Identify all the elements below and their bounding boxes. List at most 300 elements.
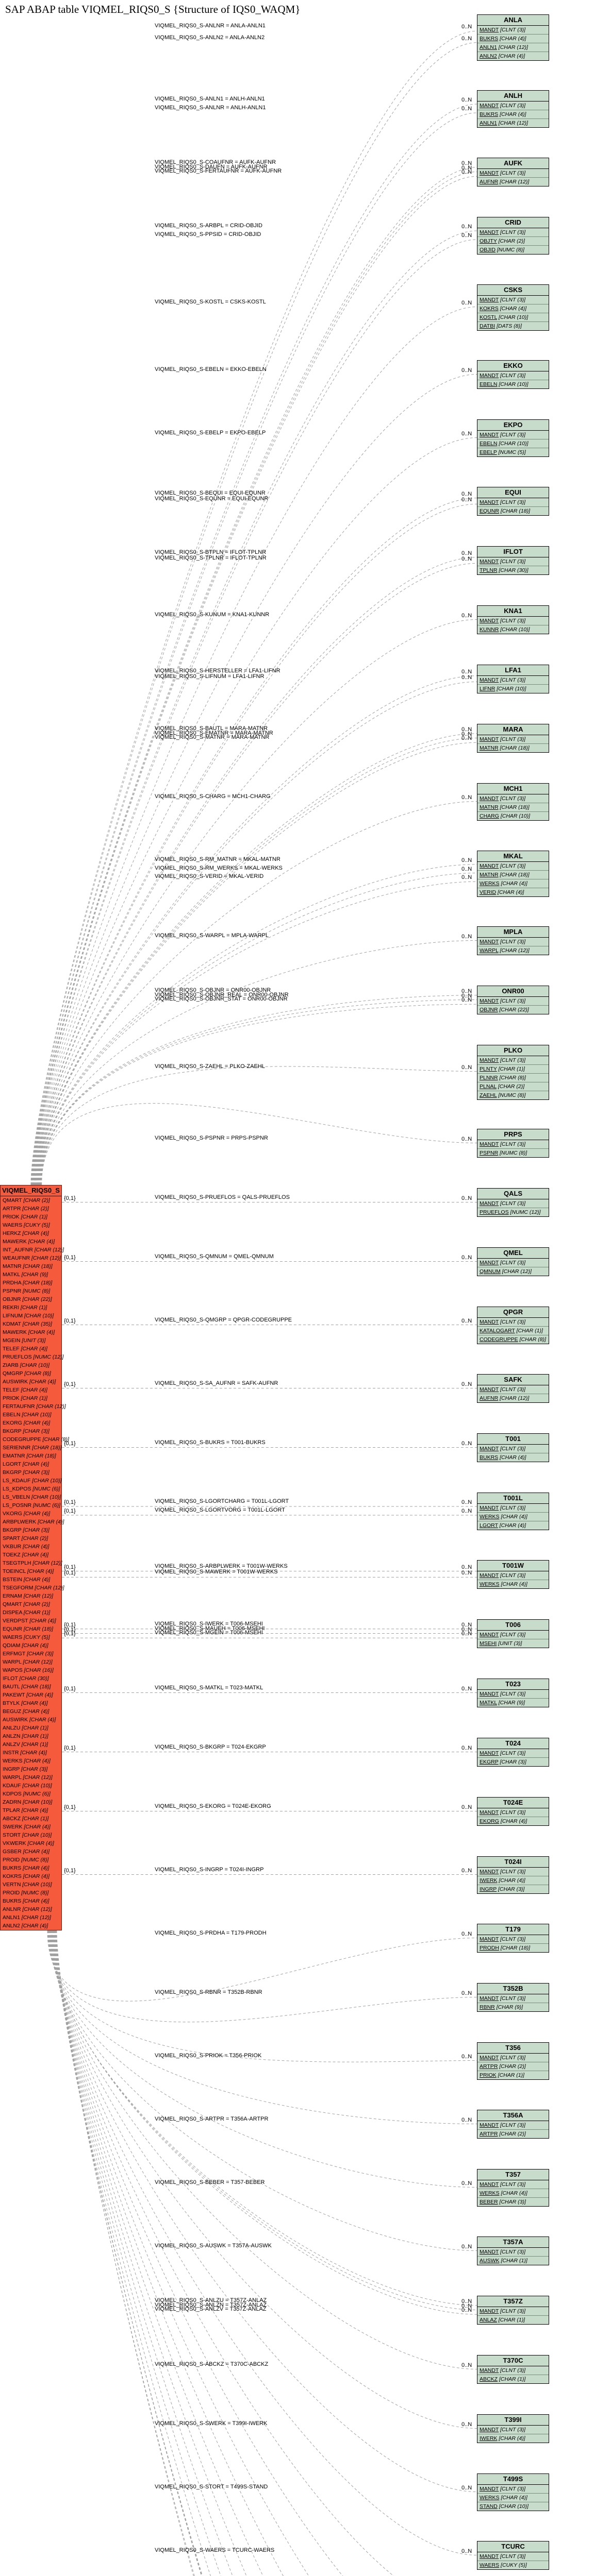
- field-type: [CHAR (9)]: [496, 2004, 523, 2010]
- table-plko: [477, 1045, 549, 1100]
- field-name: WAERS: [3, 1634, 23, 1640]
- field-type: [CHAR (4)]: [501, 2190, 527, 2196]
- relationship-label: VIQMEL_RIQS0_S-MAUEH = T006-MSEHI: [155, 1625, 265, 1632]
- table-field: [477, 566, 549, 574]
- field-name: MANDT: [480, 1750, 499, 1756]
- table-field: [477, 1935, 549, 1944]
- field-name: BSTEIN: [3, 1577, 22, 1583]
- field-name: TPLNR: [480, 567, 498, 573]
- relationship-line: [52, 1930, 477, 2576]
- table-field: [1, 1213, 61, 1221]
- field-type: [CHAR (4)]: [501, 1581, 527, 1587]
- field-name: MANDT: [480, 2486, 499, 2492]
- table-field: [1, 1699, 61, 1707]
- field-type: [CHAR (4)]: [21, 1807, 48, 1814]
- relationship-label: VIQMEL_RIQS0_S-MATNR = MARA-MATNR: [155, 734, 270, 741]
- table-field: [1, 1369, 61, 1378]
- relationship-line: [56, 1930, 477, 2576]
- field-type: [CHAR (4)]: [27, 1840, 54, 1846]
- field-name: INSTR: [3, 1750, 19, 1756]
- field-name: GSBER: [3, 1849, 22, 1855]
- table-field: [1, 1411, 61, 1419]
- table-crid: [477, 217, 549, 255]
- table-field: [477, 439, 549, 448]
- relationship-line: [53, 1930, 477, 2576]
- field-name: WERKS: [480, 1581, 500, 1587]
- field-name: WARPL: [480, 947, 499, 954]
- table-header: ANLA: [477, 15, 549, 26]
- table-csks: [477, 284, 549, 331]
- field-name: VKWERK: [3, 1840, 26, 1846]
- table-field: [1, 1592, 61, 1600]
- relationship-line: [42, 1104, 477, 1185]
- field-type: [CHAR (18)]: [500, 508, 531, 514]
- field-type: [CLNT (3)]: [500, 432, 526, 438]
- field-name: TELEF: [3, 1387, 20, 1393]
- table-field: [477, 2003, 549, 2011]
- relationship-line: [31, 31, 477, 1185]
- table-field: [477, 1758, 549, 1766]
- table-field: [477, 43, 549, 52]
- field-type: [CLNT (3)]: [500, 1260, 526, 1266]
- relationship-label: VIQMEL_RIQS0_S-BEBER = T357-BEBER: [155, 2179, 265, 2185]
- table-field: [477, 2561, 549, 2569]
- relationship-label: VIQMEL_RIQS0_S-CHARG = MCH1-CHARG: [155, 793, 271, 800]
- field-name: QMNUM: [480, 1268, 501, 1275]
- table-header: VIQMEL_RIQS0_S: [1, 1185, 61, 1196]
- relationship-label: VIQMEL_RIQS0_S-PPSID = CRID-OBJID: [155, 231, 261, 238]
- table-header: LFA1: [477, 665, 549, 676]
- field-type: [NUMC (6)]: [32, 1486, 60, 1492]
- field-name: WAPOS: [3, 1667, 23, 1673]
- field-type: [CHAR (2)]: [23, 1197, 50, 1204]
- table-field: [1, 1633, 61, 1641]
- cardinality-label: 0..N: [461, 2548, 472, 2554]
- field-type: [CLNT (3)]: [500, 170, 526, 176]
- relationship-label: VIQMEL_RIQS0_S-SA_AUFNR = SAFK-AUFNR: [155, 1380, 278, 1386]
- table-field: [1, 1889, 61, 1897]
- field-type: [CHAR (12)]: [502, 1268, 532, 1275]
- field-name: RBNR: [480, 2004, 495, 2010]
- table-t356: [477, 2042, 549, 2080]
- table-header: T179: [477, 1924, 549, 1935]
- field-name: QDIAM: [3, 1642, 21, 1649]
- relationship-label: VIQMEL_RIQS0_S-ABCKZ = T370C-ABCKZ: [155, 2361, 269, 2367]
- table-field: [1, 1757, 61, 1765]
- table-field: [477, 803, 549, 812]
- field-type: [CHAR (18)]: [23, 1263, 53, 1269]
- table-field: [477, 304, 549, 313]
- field-type: [CHAR (18)]: [26, 1453, 56, 1459]
- relationship-label: VIQMEL_RIQS0_S-HERSTELLER = LFA1-LIFNR: [155, 667, 280, 674]
- table-field: [477, 380, 549, 388]
- table-field: [1, 1798, 61, 1806]
- table-t001l: [477, 1493, 549, 1530]
- field-type: [CHAR (3)]: [21, 1766, 48, 1772]
- table-field: [477, 2485, 549, 2494]
- table-field: [477, 246, 549, 254]
- field-name: ABCKZ: [3, 1816, 21, 1822]
- table-field: [1, 1534, 61, 1543]
- field-name: MANDT: [480, 998, 499, 1004]
- field-name: KOKRS: [3, 1873, 22, 1879]
- relationship-line: [53, 1930, 477, 2576]
- field-name: MANDT: [480, 1386, 499, 1393]
- table-field: [1, 1246, 64, 1254]
- table-field: [477, 617, 549, 625]
- field-type: [CHAR (4)]: [23, 1511, 51, 1517]
- field-type: [CLNT (3)]: [500, 1200, 526, 1207]
- relationship-line: [41, 1004, 477, 1185]
- table-field: [477, 1580, 549, 1588]
- relationship-label: VIQMEL_RIQS0_S-ARBPLWERK = T001W-WERKS: [155, 1563, 288, 1569]
- field-name: MANDT: [480, 2122, 499, 2128]
- table-t023: [477, 1679, 549, 1707]
- table-field: [477, 178, 549, 186]
- field-name: MANDT: [480, 1995, 499, 2002]
- table-header: T006: [477, 1620, 549, 1631]
- field-name: EBELP: [480, 449, 497, 455]
- table-field: [1, 1575, 61, 1584]
- field-type: [CHAR (8)]: [519, 1336, 546, 1343]
- table-field: [477, 735, 549, 744]
- field-type: [CHAR (4)]: [29, 1379, 56, 1385]
- cardinality-label: 0..N: [461, 1804, 472, 1810]
- table-field: [477, 35, 549, 43]
- table-field: [1, 1666, 61, 1674]
- field-name: PAKEWT: [3, 1692, 25, 1698]
- field-name: BUKRS: [480, 111, 499, 117]
- field-type: [CHAR (4)]: [23, 1708, 50, 1715]
- field-type: [CHAR (1)]: [22, 1816, 49, 1822]
- table-tcurc: [477, 2541, 549, 2570]
- field-type: [CHAR (10)]: [22, 1832, 52, 1838]
- table-field: [477, 1208, 549, 1216]
- field-type: [CHAR (4)]: [29, 1618, 56, 1624]
- field-type: [CLNT (3)]: [500, 103, 526, 109]
- field-type: [CHAR (2)]: [23, 1601, 50, 1607]
- field-type: [CHAR (4)]: [24, 1758, 51, 1764]
- field-type: [CLNT (3)]: [500, 1995, 526, 2002]
- field-name: WAERS: [480, 2562, 500, 2568]
- field-type: [CLNT (3)]: [500, 558, 526, 565]
- field-type: [CHAR (12)]: [498, 120, 528, 126]
- field-name: PLNAL: [480, 1083, 497, 1090]
- field-type: [CHAR (12)]: [500, 179, 530, 185]
- table-field: [477, 946, 549, 955]
- field-name: WEAUFNR: [3, 1255, 30, 1261]
- table-t357z: [477, 2296, 549, 2325]
- table-field: [477, 1994, 549, 2003]
- field-type: [CLNT (3)]: [500, 1446, 526, 1452]
- field-type: [CHAR (16)]: [24, 1667, 54, 1673]
- relationship-line: [48, 1930, 477, 2124]
- field-type: [UNIT (3)]: [22, 1337, 46, 1344]
- table-viqmel_riqs0_s: [0, 1185, 69, 1930]
- table-header: T357A: [477, 2237, 549, 2248]
- relationship-label: VIQMEL_RIQS0_S-ANLZN = T357Z-ANLAZ: [155, 2301, 267, 2308]
- cardinality-label: 0..N: [461, 490, 472, 497]
- field-type: [CHAR (12)]: [35, 1585, 64, 1591]
- field-name: MATKL: [480, 1700, 497, 1706]
- table-field: [477, 862, 549, 871]
- relationship-label: VIQMEL_RIQS0_S-QMNUM = QMEL-QMNUM: [155, 1253, 274, 1260]
- field-name: ERNAM: [3, 1593, 22, 1599]
- table-mch1: [477, 783, 549, 821]
- table-t352b: [477, 1983, 549, 2012]
- field-name: INGRP: [480, 1886, 497, 1892]
- table-header: T023: [477, 1679, 549, 1690]
- cardinality-label: 0..N: [461, 988, 472, 994]
- field-type: [CLNT (3)]: [500, 677, 526, 683]
- table-field: [477, 2426, 549, 2434]
- field-type: [NUMC (8)]: [498, 1092, 526, 1098]
- field-type: [CHAR (4)]: [27, 1568, 54, 1574]
- field-name: LIFNUM: [3, 1313, 23, 1319]
- cardinality-label: 0..N: [461, 794, 472, 801]
- table-field: [1, 1740, 61, 1749]
- field-type: [CLNT (3)]: [500, 1632, 526, 1638]
- table-field: [1, 1444, 61, 1452]
- table-iflot: [477, 546, 549, 575]
- relationship-line: [31, 104, 477, 1185]
- field-name: PRDHA: [3, 1280, 22, 1286]
- field-name: MANDT: [480, 1632, 499, 1638]
- field-type: [CHAR (12)]: [500, 947, 530, 954]
- table-field: [477, 1074, 549, 1082]
- cardinality-label: 0..N: [461, 1508, 472, 1514]
- field-type: [CHAR (2)]: [21, 1535, 48, 1541]
- field-name: WARPL: [3, 1659, 22, 1665]
- field-name: MANDT: [480, 1057, 499, 1063]
- table-field: [1, 1864, 61, 1872]
- field-type: [CHAR (12)]: [498, 44, 528, 50]
- cardinality-label: 0..N: [461, 169, 472, 176]
- cardinality-label: 0..N: [461, 1195, 472, 1201]
- field-name: WAERS: [3, 1222, 23, 1228]
- field-type: [CLNT (3)]: [500, 1386, 526, 1393]
- table-field: [477, 322, 549, 330]
- field-name: OBJNR: [480, 1007, 498, 1013]
- field-type: [CHAR (4)]: [501, 2495, 527, 2501]
- field-type: [CLNT (3)]: [500, 1505, 526, 1511]
- relationship-label: VIQMEL_RIQS0_S-WARPL = MPLA-WARPL: [155, 932, 269, 939]
- table-field: [1, 1221, 61, 1229]
- field-name: MANDT: [480, 297, 499, 303]
- field-type: [CLNT (3)]: [500, 297, 526, 303]
- field-name: MATNR: [480, 872, 499, 878]
- table-t399i: [477, 2414, 549, 2443]
- table-field: [1, 1567, 61, 1575]
- table-header: T024: [477, 1738, 549, 1749]
- table-field: [477, 1699, 549, 1707]
- table-field: [477, 676, 549, 685]
- field-name: MANDT: [480, 2308, 499, 2314]
- table-field: [477, 431, 549, 439]
- field-name: PLNNR: [480, 1075, 498, 1081]
- table-field: [1, 1361, 61, 1369]
- field-name: ANLN2: [3, 1923, 20, 1929]
- table-field: [477, 1327, 549, 1335]
- field-type: [CHAR (22)]: [22, 1296, 52, 1302]
- field-type: [CHAR (4)]: [501, 880, 527, 887]
- field-name: BUKRS: [3, 1865, 22, 1871]
- table-field: [477, 1082, 549, 1091]
- field-type: [CHAR (4)]: [500, 111, 526, 117]
- field-type: [CHAR (1)]: [498, 2317, 525, 2323]
- table-t024: [477, 1738, 549, 1767]
- table-field: [1, 1584, 64, 1592]
- field-name: PROID: [3, 1890, 20, 1896]
- table-field: [477, 557, 549, 566]
- table-field: [1, 1345, 61, 1353]
- field-name: MANDT: [480, 1869, 499, 1875]
- field-type: [CHAR (12)]: [32, 1560, 62, 1566]
- field-name: ARTPR: [3, 1206, 21, 1212]
- field-type: [NUMC (8)]: [21, 1857, 49, 1863]
- source-cardinality-label: {0,1}: [64, 1195, 76, 1201]
- field-type: [CHAR (4)]: [38, 1519, 64, 1525]
- table-field: [477, 625, 549, 634]
- relationship-line: [32, 113, 477, 1185]
- field-type: [CHAR (12)]: [34, 1247, 64, 1253]
- field-type: [CHAR (4)]: [28, 1329, 55, 1335]
- field-type: [CHAR (18)]: [500, 872, 530, 878]
- field-type: [CHAR (4)]: [500, 1818, 527, 1824]
- field-name: MANDT: [480, 1809, 499, 1816]
- field-type: [NUMC (12)]: [33, 1354, 64, 1360]
- relationship-line: [34, 231, 477, 1185]
- field-name: PROID: [3, 1857, 20, 1863]
- relationship-label: VIQMEL_RIQS0_S-LIFNUM = LFA1-LIFNR: [155, 673, 265, 680]
- relationship-label: VIQMEL_RIQS0_S-DAUFN = AUFK-AUFNR: [155, 163, 268, 170]
- table-field: [477, 938, 549, 946]
- field-type: [CLNT (3)]: [500, 1572, 526, 1579]
- relationship-label: VIQMEL_RIQS0_S-ANLZV = T357Z-ANLAZ: [155, 2306, 267, 2313]
- field-type: [UNIT (3)]: [498, 1640, 522, 1647]
- cardinality-label: 0..N: [461, 1685, 472, 1692]
- table-field: [1, 1782, 61, 1790]
- table-field: [477, 169, 549, 178]
- field-type: [CHAR (2)]: [22, 1206, 49, 1212]
- field-name: STAND: [480, 2503, 498, 2510]
- field-type: [CLNT (3)]: [500, 998, 526, 1004]
- field-type: [CLNT (3)]: [500, 2055, 526, 2061]
- field-type: [CHAR (4)]: [23, 1865, 50, 1871]
- relationship-label: VIQMEL_RIQS0_S-RM_MATNR = MKAL-MATNR: [155, 856, 280, 862]
- field-type: [CHAR (1)]: [21, 1395, 47, 1401]
- table-field: [1, 1724, 61, 1732]
- table-header: T356A: [477, 2110, 549, 2121]
- field-name: EBELN: [480, 381, 498, 387]
- source-cardinality-label: {0,1}: [64, 1626, 76, 1633]
- table-header: EQUI: [477, 487, 549, 498]
- field-type: [CLNT (3)]: [500, 863, 526, 869]
- source-cardinality-label: {0,1}: [64, 1570, 76, 1577]
- field-type: [CHAR (8)]: [499, 1075, 526, 1081]
- source-cardinality-label: {0,1}: [64, 1744, 76, 1751]
- field-name: MANDT: [480, 1200, 499, 1207]
- field-name: MANDT: [480, 2427, 499, 2433]
- cardinality-label: 0..N: [461, 1381, 472, 1387]
- table-header: T024E: [477, 1798, 549, 1808]
- table-field: [477, 2062, 549, 2071]
- table-header: KNA1: [477, 606, 549, 617]
- field-name: MANDT: [480, 2553, 499, 2560]
- table-header: QPGR: [477, 1307, 549, 1318]
- cardinality-label: 0..N: [461, 2484, 472, 2491]
- field-name: INGRP: [3, 1766, 20, 1772]
- table-field: [477, 1318, 549, 1327]
- table-header: MPLA: [477, 927, 549, 938]
- field-type: [CHAR (3)]: [499, 2199, 526, 2205]
- field-type: [CHAR (12)]: [500, 1395, 530, 1401]
- field-name: IWERK: [480, 2435, 498, 2442]
- table-field: [477, 1065, 549, 1074]
- field-type: [CHAR (2)]: [499, 2131, 526, 2137]
- field-type: [CHAR (30)]: [19, 1675, 49, 1682]
- table-kna1: [477, 605, 549, 634]
- table-t001: [477, 1433, 549, 1462]
- table-field: [477, 794, 549, 803]
- cardinality-label: 0..N: [461, 933, 472, 940]
- field-type: [CLNT (3)]: [500, 2367, 526, 2374]
- field-type: [CHAR (1)]: [21, 1741, 48, 1748]
- field-type: [CHAR (10)]: [24, 1313, 54, 1319]
- table-field: [1, 1674, 61, 1683]
- field-name: DISPEA: [3, 1609, 22, 1616]
- field-type: [CHAR (4)]: [23, 1420, 51, 1426]
- table-field: [477, 2502, 549, 2511]
- field-type: [CHAR (4)]: [24, 1824, 51, 1830]
- table-header: MKAL: [477, 851, 549, 862]
- table-field: [477, 685, 549, 693]
- table-field: [1, 1650, 61, 1658]
- field-type: [CHAR (12)]: [36, 1403, 66, 1410]
- field-type: [CLNT (3)]: [500, 372, 526, 379]
- relationship-label: VIQMEL_RIQS0_S-OBJNR_STAT = ONR00-OBJNR: [155, 996, 288, 1003]
- field-name: MANDT: [480, 1572, 499, 1579]
- field-type: [NUMC (8)]: [21, 1890, 49, 1896]
- table-field: [1, 1683, 61, 1691]
- field-type: [CHAR (12)]: [23, 1774, 53, 1781]
- field-name: KDMAT: [3, 1321, 21, 1327]
- field-name: LS_POSNR: [3, 1502, 32, 1509]
- cardinality-label: 0..N: [461, 2421, 472, 2428]
- relationship-label: VIQMEL_RIQS0_S-EKORG = T024E-EKORG: [155, 1803, 271, 1809]
- field-name: AUSWK: [480, 2258, 500, 2264]
- field-type: [CHAR (18)]: [23, 1626, 54, 1632]
- table-field: [1, 1328, 61, 1336]
- table-field: [1, 1551, 61, 1559]
- field-name: VERDPST: [3, 1618, 28, 1624]
- field-name: BKGRP: [3, 1428, 22, 1434]
- field-type: [CLNT (3)]: [500, 939, 526, 945]
- relationship-label: VIQMEL_RIQS0_S-PSPNR = PRPS-PSPNR: [155, 1134, 268, 1141]
- field-type: [CLNT (3)]: [500, 2553, 526, 2560]
- field-name: MATNR: [3, 1263, 22, 1269]
- field-name: ANLN1: [480, 44, 497, 50]
- table-field: [1, 1773, 61, 1782]
- table-mara: [477, 724, 549, 753]
- relationship-label: VIQMEL_RIQS0_S-BAUTL = MARA-MATNR: [155, 725, 268, 732]
- field-type: [CHAR (4)]: [22, 1230, 49, 1236]
- field-type: [CLNT (3)]: [500, 1750, 526, 1756]
- table-header: EKPO: [477, 420, 549, 431]
- field-name: MANDT: [480, 499, 499, 505]
- field-type: [CHAR (8)]: [42, 1436, 69, 1443]
- table-t356a: [477, 2110, 549, 2139]
